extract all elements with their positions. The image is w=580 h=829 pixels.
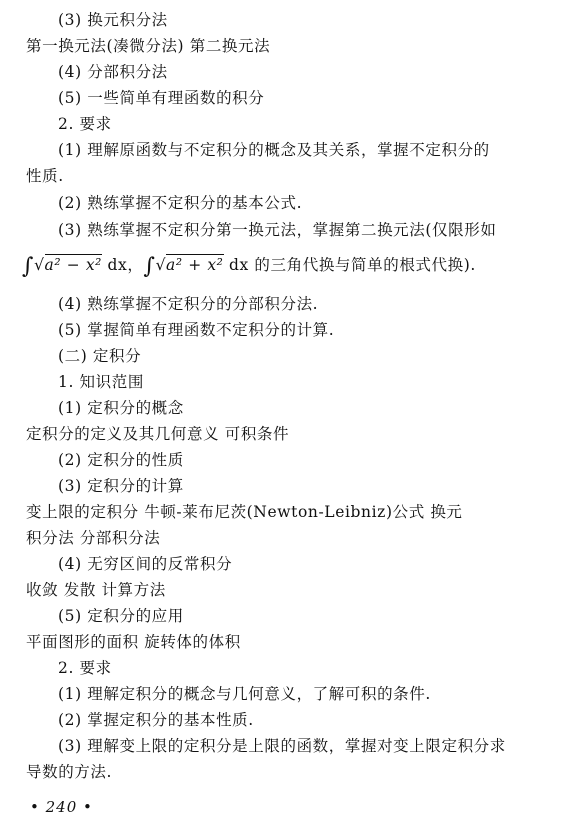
- text-line: 定积分的定义及其几何意义 可积条件: [26, 425, 290, 443]
- text-line: (4) 无穷区间的反常积分: [58, 555, 233, 573]
- formula-differential: dx，: [102, 256, 144, 274]
- integral-sign: ∫: [22, 254, 35, 279]
- sqrt-symbol: √: [34, 256, 45, 274]
- formula-expression: a² − x²: [44, 256, 102, 274]
- text-line: (1) 理解定积分的概念与几何意义，了解可积的条件.: [58, 685, 431, 703]
- formula-trailing-text: 的三角代换与简单的根式代换).: [248, 256, 476, 274]
- text-line: 变上限的定积分 牛顿-莱布尼茨(Newton-Leibniz)公式 换元: [26, 503, 463, 521]
- text-line: (4) 分部积分法: [58, 63, 168, 81]
- text-line: (2) 熟练掌握不定积分的基本公式.: [58, 194, 303, 212]
- text-line: (3) 熟练掌握不定积分第一换元法，掌握第二换元法(仅限形如: [58, 221, 497, 239]
- text-line: (5) 一些简单有理函数的积分: [58, 89, 265, 107]
- formula-differential: dx: [223, 256, 249, 274]
- text-line: (5) 定积分的应用: [58, 607, 184, 625]
- text-line: 性质.: [26, 167, 64, 185]
- section-heading: (二) 定积分: [58, 347, 142, 365]
- text-line: (4) 熟练掌握不定积分的分部积分法.: [58, 295, 319, 313]
- integral-sign: ∫: [143, 254, 156, 279]
- text-line: 第一换元法(凑微分法) 第二换元法: [26, 37, 271, 55]
- text-line: (3) 换元积分法: [58, 11, 168, 29]
- text-line: 平面图形的面积 旋转体的体积: [26, 633, 241, 651]
- sqrt-symbol: √: [155, 256, 167, 274]
- text-line: 收敛 发散 计算方法: [26, 581, 166, 599]
- text-line: 导数的方法.: [26, 763, 113, 781]
- text-line: (2) 掌握定积分的基本性质.: [58, 711, 254, 729]
- text-line: (1) 定积分的概念: [58, 399, 184, 417]
- page-number: • 240 •: [30, 798, 93, 816]
- text-line: (3) 理解变上限的定积分是上限的函数，掌握对变上限定积分求: [58, 737, 506, 755]
- text-line: (5) 掌握简单有理函数不定积分的计算.: [58, 321, 335, 339]
- text-line: 积分法 分部积分法: [26, 529, 161, 547]
- text-line: (3) 定积分的计算: [58, 477, 184, 495]
- section-heading: 2. 要求: [58, 659, 112, 677]
- section-heading: 1. 知识范围: [58, 373, 144, 391]
- formula-line: [22, 255, 476, 277]
- text-line: (2) 定积分的性质: [58, 451, 184, 469]
- text-line: (1) 理解原函数与不定积分的概念及其关系，掌握不定积分的: [58, 141, 490, 159]
- section-heading: 2. 要求: [58, 115, 112, 133]
- formula-expression: a² + x²: [166, 256, 224, 274]
